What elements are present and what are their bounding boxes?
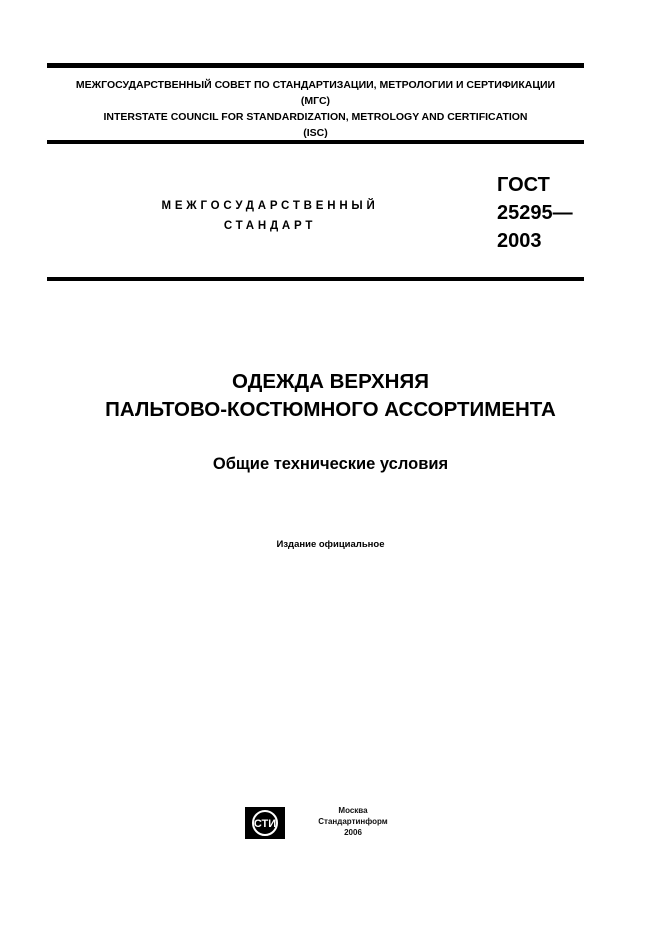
gost-label: ГОСТ (497, 174, 550, 196)
title-line2: ПАЛЬТОВО-КОСТЮМНОГО АССОРТИМЕНТА (105, 398, 556, 421)
middle-rule (47, 140, 584, 144)
standard-kind-line1: МЕЖГОСУДАРСТВЕННЫЙ (161, 200, 379, 212)
standard-kind (120, 196, 420, 236)
edition-note: Издание официальное (276, 539, 385, 550)
publisher-year: 2006 (344, 828, 362, 837)
logo-lettering: СТИ (253, 818, 277, 830)
title-line1: ОДЕЖДА ВЕРХНЯЯ (232, 370, 429, 393)
publisher-name: Стандартинформ (318, 817, 388, 826)
gost-designation (497, 171, 573, 255)
bottom-rule (47, 277, 584, 281)
document-subtitle: Общие технические условия (212, 455, 449, 473)
top-rule (47, 63, 584, 68)
document-title (0, 368, 661, 424)
publisher-city: Москва (338, 806, 368, 815)
standard-kind-line2: СТАНДАРТ (223, 220, 317, 232)
publisher-info (318, 805, 388, 838)
gost-number: 25295— (497, 202, 573, 224)
gost-year: 2003 (497, 230, 542, 252)
council-abbr-ru: (МГС) (300, 95, 331, 107)
council-name-en: INTERSTATE COUNCIL FOR STANDARDIZATION, METROLOGY AND CERTIFICATION (103, 111, 528, 123)
council-name-ru: МЕЖГОСУДАРСТВЕННЫЙ СОВЕТ ПО СТАНДАРТИЗАЦИИ, МЕТРОЛОГИИ И СЕРТИФИКАЦИИ (75, 79, 556, 91)
council-header (47, 77, 584, 141)
council-abbr-en: (ISC) (303, 127, 328, 139)
standartinform-logo-icon (245, 807, 285, 839)
